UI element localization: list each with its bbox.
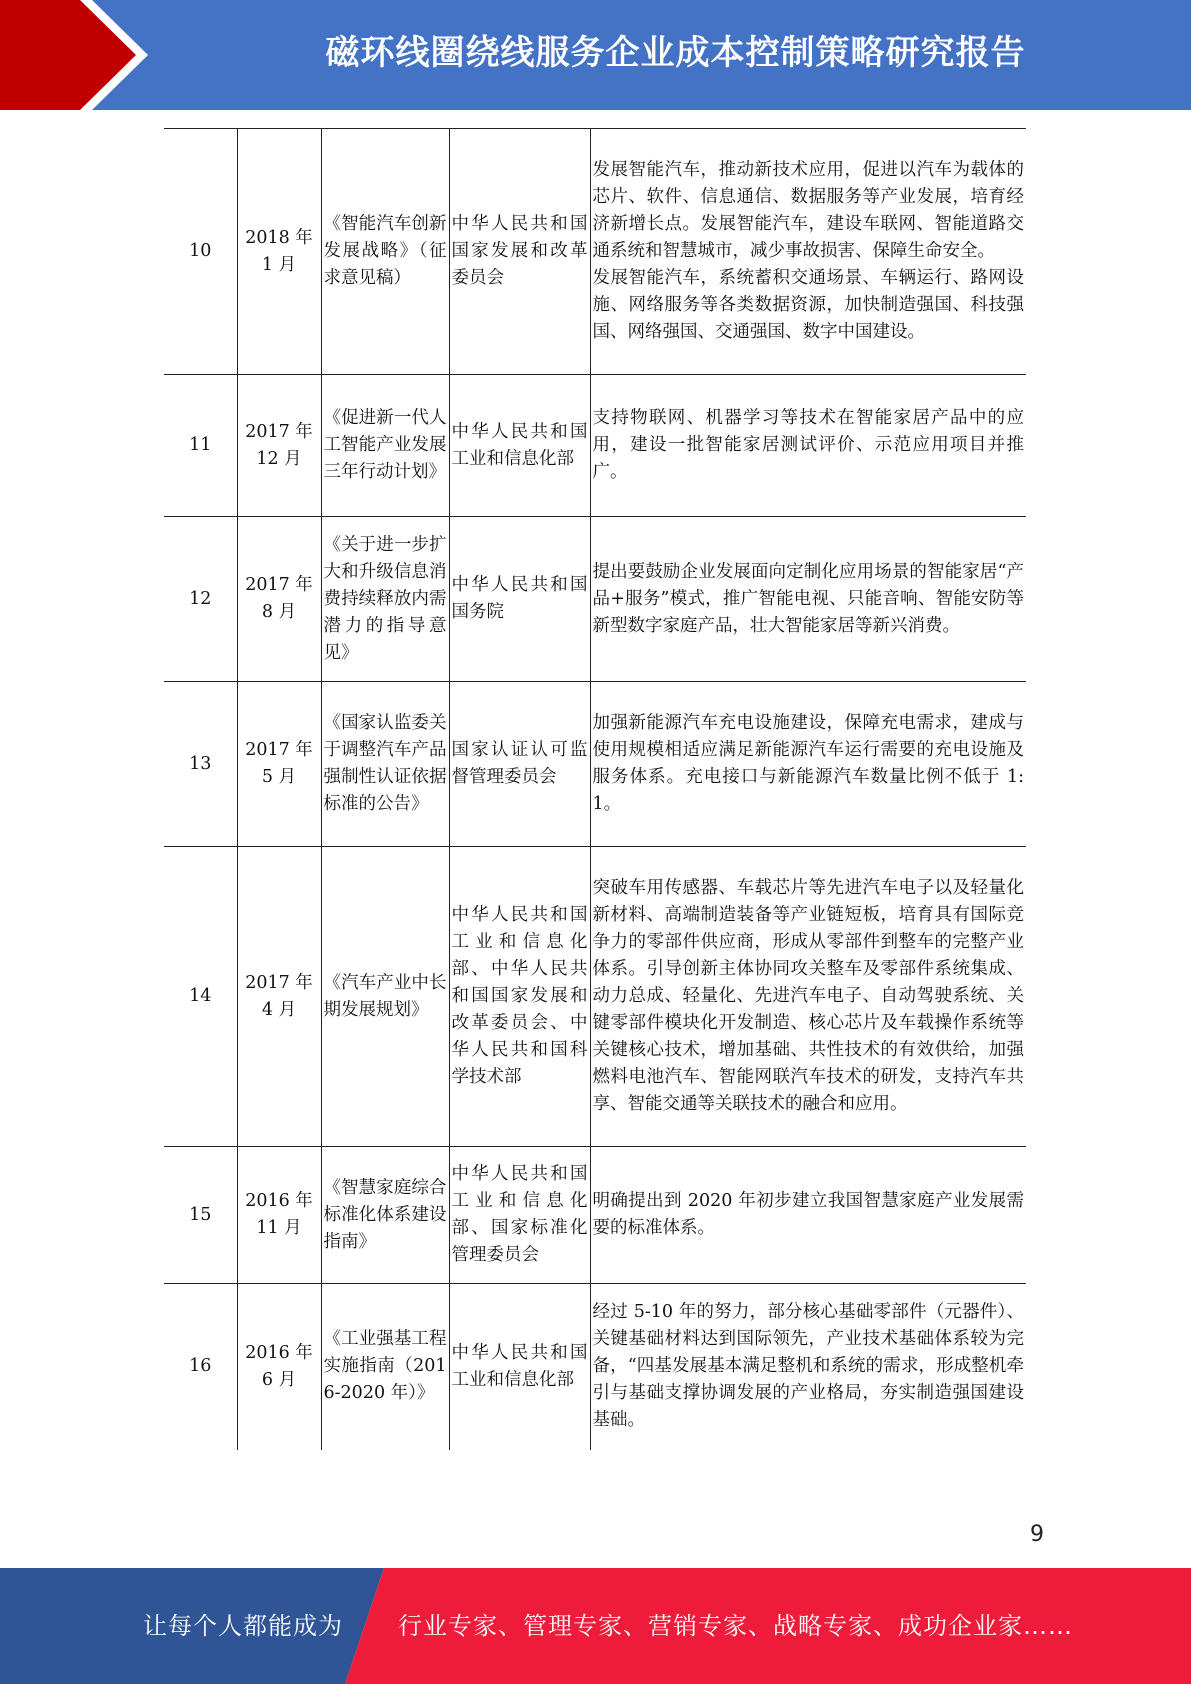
table-row — [164, 847, 1026, 1147]
row-date: 2017 年 5 月 — [237, 682, 321, 847]
policy-name: 《国家认监委关于调整汽车产品强制性认证依据标准的公告》 — [321, 682, 449, 847]
footer-slogan-left: 让每个人都能成为 — [143, 1612, 343, 1640]
row-date: 2016 年 11 月 — [237, 1147, 321, 1284]
policy-content: 支持物联网、机器学习等技术在智能家居产品中的应用，建设一批智能家居测试评价、示范应用项目并推广。 — [590, 375, 1026, 517]
row-number: 13 — [164, 682, 237, 847]
page-number: 9 — [1030, 1522, 1044, 1547]
policy-content — [590, 129, 1026, 375]
row-date: 2016 年 6 月 — [237, 1284, 321, 1450]
row-date: 2017 年 4 月 — [237, 847, 321, 1147]
issuing-agency: 中华人民共和国工业和信息化部、中华人民共和国国家发展和改革委员会、中华人民共和国科学技术部 — [449, 847, 590, 1147]
table-row — [164, 1284, 1026, 1450]
table-row — [164, 1147, 1026, 1284]
policy-content: 提出要鼓励企业发展面向定制化应用场景的智能家居“产品+服务”模式，推广智能电视、只能音响、智能安防等新型数字家庭产品，壮大智能家居等新兴消费。 — [590, 517, 1026, 682]
row-number: 11 — [164, 375, 237, 517]
table-row — [164, 517, 1026, 682]
policy-content-paragraph: 发展智能汽车，系统蓄积交通场景、车辆运行、路网设施、网络服务等各类数据资源，加快制造强国、科技强国、网络强国、交通强国、数字中国建设。 — [592, 268, 1024, 342]
policy-name: 《汽车产业中长期发展规划》 — [321, 847, 449, 1147]
policy-content-paragraph: 发展智能汽车，推动新技术应用，促进以汽车为载体的芯片、软件、信息通信、数据服务等产业发展，培育经济新增长点。发展智能汽车，建设车联网、智能道路交通系统和智慧城市，减少事故损害、保障生命安全。 — [592, 160, 1024, 261]
table-row — [164, 682, 1026, 847]
policy-content: 经过 5-10 年的努力，部分核心基础零部件（元器件）、关键基础材料达到国际领先，产业技术基础体系较为完备，“四基发展基本满足整机和系统的需求，形成整机牵引与基础支撑协调发展的产业格局，夯实制造强国建设基础。 — [590, 1284, 1026, 1450]
row-number: 14 — [164, 847, 237, 1147]
table-row — [164, 129, 1026, 375]
row-date: 2017 年 8 月 — [237, 517, 321, 682]
row-number: 16 — [189, 1356, 212, 1377]
issuing-agency: 中华人民共和国国家发展和改革委员会 — [449, 129, 590, 375]
row-number: 15 — [164, 1147, 237, 1284]
issuing-agency: 中华人民共和国工业和信息化部 — [449, 1284, 590, 1450]
page-title: 磁环线圈绕线服务企业成本控制策略研究报告 — [325, 33, 1026, 73]
row-number: 12 — [164, 517, 237, 682]
policy-name: 《关于进一步扩大和升级信息消费持续释放内需潜力的指导意见》 — [321, 517, 449, 682]
issuing-agency: 中华人民共和国工业和信息化部、国家标准化管理委员会 — [449, 1147, 590, 1284]
page-header — [0, 0, 1191, 110]
page-footer — [0, 1568, 1191, 1684]
policy-content: 明确提出到 2020 年初步建立我国智慧家庭产业发展需要的标准体系。 — [590, 1147, 1026, 1284]
footer-slogan-right: 行业专家、管理专家、营销专家、战略专家、成功企业家…… — [398, 1612, 1073, 1640]
issuing-agency: 中华人民共和国工业和信息化部 — [449, 375, 590, 517]
policy-name: 《工业强基工程实施指南（2016-2020 年）》 — [321, 1284, 449, 1450]
policy-name: 《智慧家庭综合标准化体系建设指南》 — [321, 1147, 449, 1284]
issuing-agency: 国家认证认可监督管理委员会 — [449, 682, 590, 847]
issuing-agency: 中华人民共和国国务院 — [449, 517, 590, 682]
policy-content: 加强新能源汽车充电设施建设，保障充电需求，建成与使用规模相适应满足新能源汽车运行需要的充电设施及服务体系。充电接口与新能源汽车数量比例不低于 1:1。 — [590, 682, 1026, 847]
table-row — [164, 375, 1026, 517]
policy-content: 突破车用传感器、车载芯片等先进汽车电子以及轻量化新材料、高端制造装备等产业链短板，培育具有国际竞争力的零部件供应商，形成从零部件到整车的完整产业体系。引导创新主体协同攻关整车及零部件系统集成、动力总成、轻量化、先进汽车电子、自动驾驶系统、关键零部件模块化开发制造、核心芯片及车载操作系统等关键核心技术，增加基础、共性技术的有效供给，加强燃料电池汽车、智能网联汽车技术的研发，支持汽车共享、智能交通等关联技术的融合和应用。 — [590, 847, 1026, 1147]
header-arrow-icon — [0, 0, 160, 110]
row-date: 2018 年 1 月 — [237, 129, 321, 375]
policy-name: 《智能汽车创新发展战略》（征求意见稿） — [321, 129, 449, 375]
policy-table — [164, 128, 1026, 1450]
policy-name: 《促进新一代人工智能产业发展三年行动计划》 — [321, 375, 449, 517]
row-number: 10 — [164, 129, 237, 375]
row-date: 2017 年 12 月 — [237, 375, 321, 517]
